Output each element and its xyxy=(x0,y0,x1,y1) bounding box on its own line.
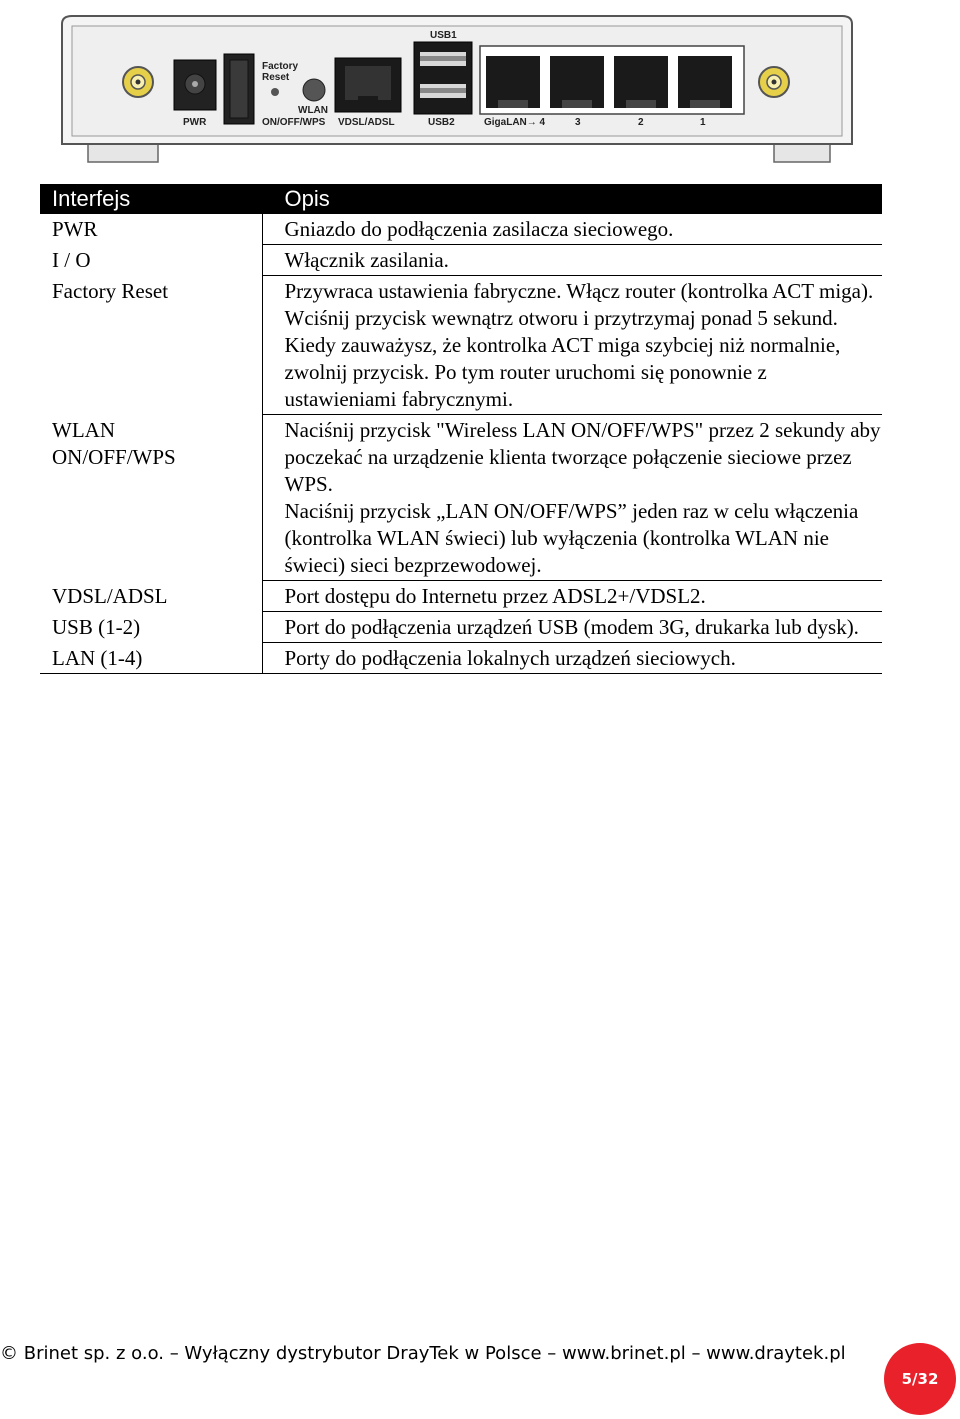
label-usb2: USB2 xyxy=(428,117,455,128)
router-back-panel xyxy=(52,12,862,164)
pwr-socket-icon xyxy=(174,60,216,110)
interface-name: LAN (1-4) xyxy=(52,645,143,670)
interface-description: Gniazdo do podłączenia zasilacza sieciowego. xyxy=(284,217,674,241)
interface-description-cell xyxy=(262,415,882,581)
table-row xyxy=(40,581,882,612)
interface-name: USB (1-2) xyxy=(52,614,141,639)
label-factory-1: Factory xyxy=(262,61,299,72)
interface-name-cell xyxy=(40,612,262,643)
interface-description-cell xyxy=(262,612,882,643)
label-usb1: USB1 xyxy=(430,30,457,41)
factory-reset-hole-icon xyxy=(271,88,279,96)
table-body xyxy=(40,214,882,674)
interface-description: Port do podłączenia urządzeń USB (modem 3G, drukarka lub dysk). xyxy=(284,615,859,639)
label-wlan-2: ON/OFF/WPS xyxy=(262,117,326,128)
interface-name: ON/OFF/WPS xyxy=(52,444,176,469)
interface-name: VDSL/ADSL xyxy=(52,583,168,608)
usb-ports-icon xyxy=(414,42,472,114)
interface-description-cell xyxy=(262,276,882,415)
lan-port-3-icon xyxy=(550,56,604,108)
interface-description-cell xyxy=(262,214,882,245)
lan-port-4-icon xyxy=(486,56,540,108)
footer-copyright: © Brinet sp. z o.o. – Wyłączny dystrybutor DrayTek w Polsce – www.brinet.pl – www.draytek.pl xyxy=(0,1343,846,1364)
label-gigalan: GigaLAN→ 4 xyxy=(484,117,546,128)
interface-table xyxy=(40,184,882,674)
power-switch-icon xyxy=(224,54,254,124)
antenna-connector-left-icon xyxy=(123,67,153,97)
interface-name-cell xyxy=(40,245,262,276)
interface-name: WLAN xyxy=(52,417,115,442)
interface-name: PWR xyxy=(52,217,98,241)
table-row xyxy=(40,415,882,581)
page-number-badge: 5/32 xyxy=(884,1343,956,1415)
lan-port-1-icon xyxy=(678,56,732,108)
antenna-connector-right-icon xyxy=(759,67,789,97)
label-lan2: 2 xyxy=(638,117,644,128)
header-interface: Interfejs xyxy=(40,184,262,214)
interface-name: I / O xyxy=(52,247,91,272)
interface-name-cell xyxy=(40,581,262,612)
label-lan3: 3 xyxy=(575,117,581,128)
vdsl-port-icon xyxy=(335,58,401,112)
label-vdsl: VDSL/ADSL xyxy=(338,117,395,128)
interface-description: Porty do podłączenia lokalnych urządzeń sieciowych. xyxy=(284,646,736,670)
interface-description: Naciśnij przycisk „LAN ON/OFF/WPS” jeden raz w celu włączenia (kontrolka WLAN świeci) lub wyłączenia (kontrolka WLAN nie świeci) sieci bezprzewodowej. xyxy=(284,499,859,577)
label-pwr: PWR xyxy=(183,117,207,128)
label-factory-2: Reset xyxy=(262,72,290,83)
interface-name-cell xyxy=(40,214,262,245)
table-row xyxy=(40,214,882,245)
table-header-row xyxy=(40,184,882,214)
table-row xyxy=(40,276,882,415)
interface-description-cell xyxy=(262,643,882,674)
interface-name-cell xyxy=(40,415,262,581)
interface-description-cell xyxy=(262,581,882,612)
lan-port-2-icon xyxy=(614,56,668,108)
interface-name: Factory Reset xyxy=(52,278,169,303)
interface-name-cell xyxy=(40,276,262,415)
interface-description: Włącznik zasilania. xyxy=(284,248,449,272)
interface-description: Przywraca ustawienia fabryczne. Włącz router (kontrolka ACT miga). Wciśnij przycisk wewnątrz otworu i przytrzymaj ponad 5 sekund. Kiedy zauważysz, że kontrolka ACT miga szybciej niż normalnie, zwolnij przycisk. Po tym router uruchomi się ponownie z ustawieniami fabrycznymi. xyxy=(284,279,874,411)
interface-description-cell xyxy=(262,245,882,276)
label-wlan-1: WLAN xyxy=(298,105,328,116)
wlan-button-icon xyxy=(303,79,325,101)
interface-description: Port dostępu do Internetu przez ADSL2+/VDSL2. xyxy=(284,584,706,608)
label-lan1: 1 xyxy=(700,117,706,128)
interface-name-cell xyxy=(40,643,262,674)
interface-description: Naciśnij przycisk "Wireless LAN ON/OFF/WPS" przez 2 sekundy aby poczekać na urządzenie klienta tworzące połączenie sieciowe przez WPS. xyxy=(284,418,881,496)
header-description: Opis xyxy=(262,184,882,214)
table-row xyxy=(40,612,882,643)
table-row xyxy=(40,643,882,674)
table-row xyxy=(40,245,882,276)
